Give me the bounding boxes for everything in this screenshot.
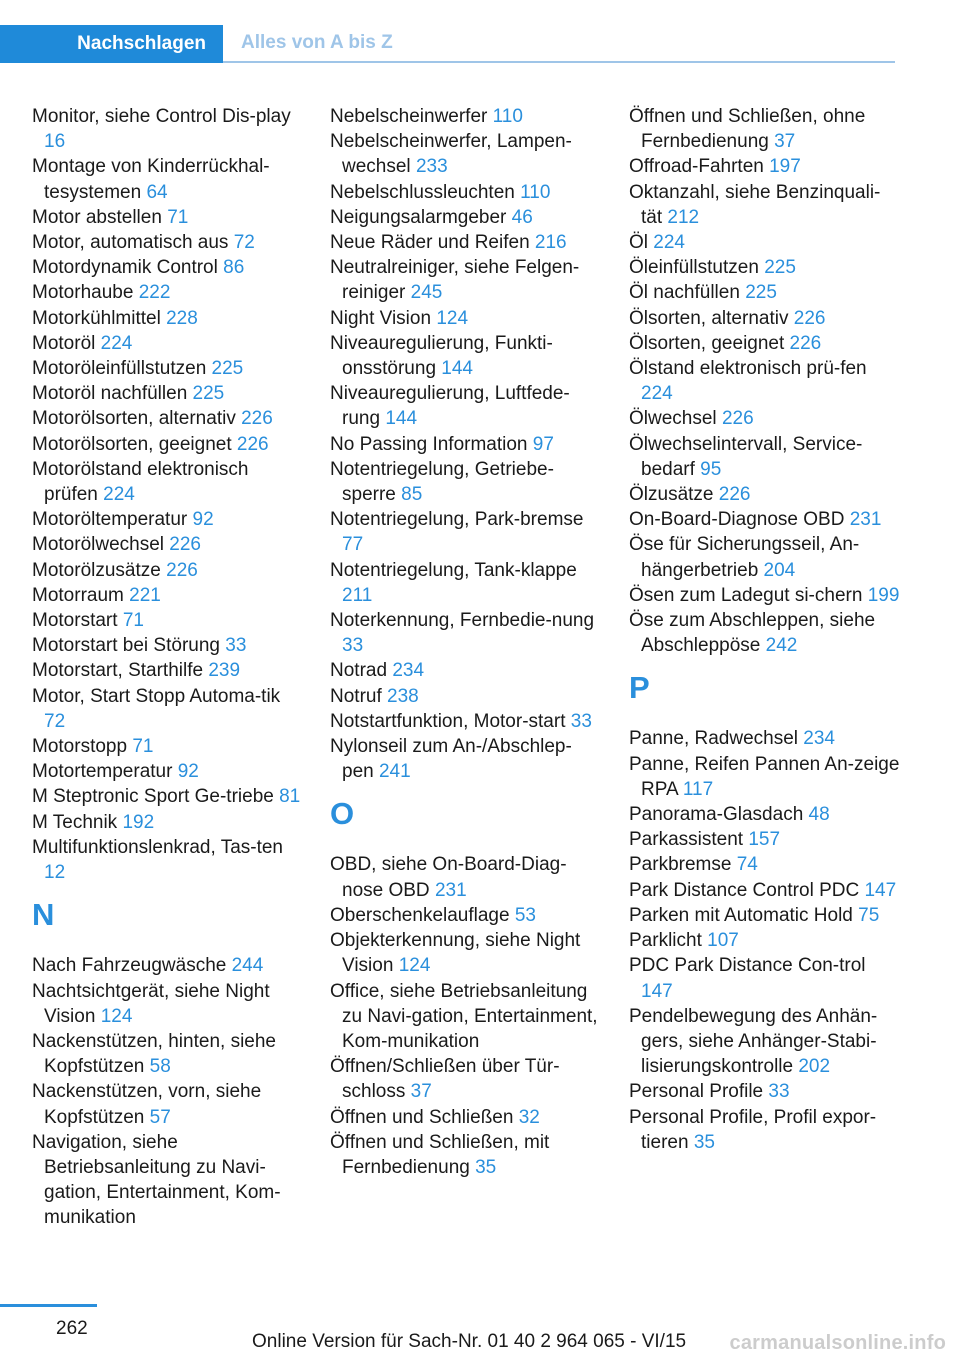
index-term: Motorstart <box>32 610 118 632</box>
index-term: Öffnen und Schließen <box>330 1106 514 1128</box>
page-reference-link[interactable]: 225 <box>211 358 244 380</box>
index-term: Panorama-Glasdach <box>629 804 804 826</box>
page-reference-link[interactable]: 224 <box>641 383 673 405</box>
index-entry <box>32 784 304 809</box>
index-term: Öffnen/Schließen über Tür‐schloss <box>330 1056 560 1103</box>
page-reference-link[interactable]: 197 <box>769 156 801 178</box>
page-reference-link[interactable]: 204 <box>763 559 796 581</box>
index-term: Nachtsichtgerät, siehe Night Vision <box>32 980 270 1027</box>
page-reference-link[interactable]: 192 <box>122 811 155 833</box>
index-entry <box>330 1105 602 1130</box>
index-entry <box>32 104 304 154</box>
index-term: Oktanzahl, siehe Benzinquali‐tät <box>629 181 881 228</box>
index-term: Motorstart bei Störung <box>32 635 220 657</box>
index-entry <box>330 709 602 734</box>
index-term: Montage von Kinderrückhal‐tesystemen <box>32 156 270 203</box>
page-reference-link[interactable]: 33 <box>225 635 247 657</box>
index-entry <box>629 406 901 431</box>
index-term: Motoröltemperatur <box>32 509 188 531</box>
index-column-1 <box>32 104 304 1231</box>
index-term: Night Vision <box>330 307 432 329</box>
page-reference-link[interactable]: 144 <box>385 408 418 430</box>
page-reference-link[interactable]: 86 <box>223 257 245 279</box>
index-term: On-Board-Diagnose OBD <box>629 509 845 531</box>
index-entry <box>330 255 602 305</box>
index-term: Notstartfunktion, Motor‐start <box>330 710 566 732</box>
index-entry <box>629 903 901 928</box>
index-entry <box>330 734 602 784</box>
page-reference-link[interactable]: 37 <box>410 1081 432 1103</box>
index-term: Nackenstützen, hinten, siehe Kopfstützen <box>32 1030 276 1078</box>
page-reference-link[interactable]: 244 <box>231 955 264 977</box>
page-reference-link[interactable]: 239 <box>208 660 241 682</box>
index-entry <box>32 583 304 608</box>
page-reference-link[interactable]: 75 <box>858 904 880 926</box>
index-term: Motor, automatisch aus <box>32 232 229 254</box>
page-reference-link[interactable]: 238 <box>387 685 419 707</box>
index-term: Ölstand elektronisch prü‐fen <box>629 358 867 380</box>
index-entry <box>330 903 602 928</box>
page-reference-link[interactable]: 221 <box>129 584 161 606</box>
footer-accent-line <box>0 1304 97 1307</box>
index-term: Niveauregulierung, Luftfede‐rung <box>330 383 570 430</box>
index-entry <box>32 1079 304 1129</box>
index-term: Neue Räder und Reifen <box>330 232 530 254</box>
index-term: Monitor, siehe Control Dis‐play <box>32 106 291 127</box>
index-term: Navigation, siehe Betriebsanleitung zu Navi‐gation, Entertainment, Kom‐munikation <box>32 1131 281 1229</box>
index-entry <box>330 684 602 709</box>
page-reference-link[interactable]: 85 <box>401 484 423 506</box>
page-reference-link[interactable]: 157 <box>748 829 781 851</box>
index-entry <box>32 331 304 356</box>
index-term: Panne, Radwechsel <box>629 728 798 750</box>
section-letter: O <box>330 796 355 832</box>
page-reference-link[interactable]: 242 <box>765 635 798 657</box>
index-term: Offroad-Fahrten <box>629 156 764 178</box>
index-term: Oberschenkelauflage <box>330 904 510 926</box>
page-reference-link[interactable]: 228 <box>166 307 198 329</box>
page-reference-link[interactable]: 226 <box>236 433 269 455</box>
page-reference-link[interactable]: 95 <box>700 458 722 480</box>
page-reference-link[interactable]: 33 <box>768 1081 790 1103</box>
index-entry <box>32 558 304 583</box>
page-reference-link[interactable]: 222 <box>138 282 171 304</box>
index-entry <box>629 532 901 582</box>
index-term: Nackenstützen, vorn, siehe Kopfstützen <box>32 1081 262 1128</box>
index-term: Parkassistent <box>629 829 744 851</box>
index-entry <box>330 608 602 658</box>
index-entry <box>32 1029 304 1079</box>
index-entry <box>32 432 304 457</box>
index-term: No Passing Information <box>330 433 528 455</box>
index-entry <box>32 406 304 431</box>
index-term: Office, siehe Betriebsanleitung zu Navi‐gation, Entertainment, Kom‐munikation <box>330 980 598 1052</box>
page-reference-link[interactable]: 46 <box>511 206 533 228</box>
page-reference-link[interactable]: 107 <box>707 930 739 952</box>
index-term: Neutralreiniger, siehe Felgen‐reiniger <box>330 257 580 304</box>
index-term: Notentriegelung, Getriebe‐sperre <box>330 458 554 506</box>
index-entry <box>330 230 602 255</box>
index-term: Motoröleinfüllstutzen <box>32 358 207 380</box>
index-entry <box>629 331 901 356</box>
index-term: Nebelscheinwerfer <box>330 106 488 127</box>
page-reference-link[interactable]: 77 <box>342 534 364 556</box>
index-term: OBD, siehe On-Board-Diag‐nose OBD <box>330 854 567 901</box>
index-term: Notrad <box>330 660 388 682</box>
index-entry <box>629 852 901 877</box>
index-term: Motorstopp <box>32 736 128 758</box>
index-entry <box>629 356 901 406</box>
page-reference-link[interactable]: 226 <box>169 534 201 556</box>
index-entry <box>32 810 304 835</box>
index-term: Öl <box>629 232 648 254</box>
page-reference-link[interactable]: 33 <box>570 710 592 732</box>
page-reference-link[interactable]: 233 <box>415 156 448 178</box>
index-term: Ölsorten, alternativ <box>629 307 789 329</box>
watermark: carmanualsonline.info <box>729 1332 946 1354</box>
page-reference-link[interactable]: 226 <box>718 484 751 506</box>
index-term: Öse für Sicherungsseil, An‐hängerbetrieb <box>629 534 860 581</box>
index-entry <box>629 180 901 230</box>
index-entry <box>330 432 602 457</box>
page-reference-link[interactable]: 110 <box>492 106 523 127</box>
index-term: Personal Profile <box>629 1081 764 1103</box>
index-entry <box>32 154 304 204</box>
index-entry <box>330 331 602 381</box>
page-reference-link[interactable]: 226 <box>793 307 826 329</box>
index-term: Pendelbewegung des Anhän‐gers, siehe Anhänger-Stabi‐lisierungskontrolle <box>629 1005 878 1078</box>
page-reference-link[interactable]: 110 <box>520 181 551 203</box>
index-entry <box>629 1105 901 1155</box>
index-term: Motorölzusätze <box>32 559 161 581</box>
index-entry <box>629 802 901 827</box>
index-entry <box>629 583 901 608</box>
index-entry <box>330 205 602 230</box>
index-term: Panne, Reifen Pannen An‐zeige RPA <box>629 753 900 800</box>
page-reference-link[interactable]: 35 <box>693 1131 715 1153</box>
page-reference-link[interactable]: 81 <box>279 786 301 808</box>
index-entry <box>330 558 602 608</box>
index-entry <box>330 129 602 179</box>
page-reference-link[interactable]: 226 <box>789 332 822 354</box>
index-term: Motor, Start Stopp Automa‐tik <box>32 685 281 707</box>
index-entry <box>330 928 602 978</box>
index-entry <box>629 726 901 751</box>
index-term: Notruf <box>330 685 382 707</box>
index-term: M Steptronic Sport Ge‐triebe <box>32 786 274 808</box>
index-entry <box>629 507 901 532</box>
page-reference-link[interactable]: 226 <box>166 559 198 581</box>
page-reference-link[interactable]: 234 <box>803 728 835 750</box>
page-reference-link[interactable]: 211 <box>342 584 373 606</box>
header-bar <box>0 25 895 63</box>
index-term: Notentriegelung, Park‐bremse <box>330 509 584 531</box>
index-entry <box>32 979 304 1029</box>
index-entry <box>32 280 304 305</box>
page-reference-link[interactable]: 58 <box>149 1056 171 1078</box>
index-entry <box>32 255 304 280</box>
index-term: Motorölsorten, alternativ <box>32 408 236 430</box>
index-term: Parklicht <box>629 930 702 952</box>
page-reference-link[interactable]: 71 <box>132 736 154 758</box>
index-term: Öl nachfüllen <box>629 282 740 304</box>
index-entry <box>32 633 304 658</box>
index-term: Ölwechselintervall, Service‐bedarf <box>629 433 863 480</box>
page-reference-link[interactable]: 147 <box>864 879 897 901</box>
index-entry <box>330 457 602 507</box>
page-reference-link[interactable]: 64 <box>146 181 168 203</box>
index-entry <box>32 230 304 255</box>
index-entry <box>32 608 304 633</box>
page-reference-link[interactable]: 224 <box>653 232 685 254</box>
index-entry <box>32 658 304 683</box>
index-entry <box>629 482 901 507</box>
page-reference-link[interactable]: 74 <box>736 854 758 876</box>
page-reference-link[interactable]: 225 <box>192 383 225 405</box>
index-term: Ösen zum Ladegut si‐chern <box>629 584 863 606</box>
index-term: Motoröl nachfüllen <box>32 383 188 405</box>
page-reference-link[interactable]: 226 <box>721 408 754 430</box>
index-entry <box>32 457 304 507</box>
index-term: Motordynamik Control <box>32 257 218 279</box>
index-entry <box>629 306 901 331</box>
tab-nachschlagen[interactable]: Nachschlagen <box>0 25 223 63</box>
index-entry <box>330 180 602 205</box>
index-term: Nebelscheinwerfer, Lampen‐wechsel <box>330 131 572 178</box>
page-reference-link[interactable]: 147 <box>641 980 673 1002</box>
index-entry <box>32 507 304 532</box>
index-term: Park Distance Control PDC <box>629 879 860 901</box>
page-reference-link[interactable]: 144 <box>441 358 473 380</box>
page-reference-link[interactable]: 124 <box>398 955 431 977</box>
page-reference-link[interactable]: 33 <box>342 635 364 657</box>
index-term: Nebelschlussleuchten <box>330 181 515 203</box>
page-reference-link[interactable]: 226 <box>241 408 273 430</box>
index-entry <box>629 154 901 179</box>
page-reference-link[interactable]: 72 <box>233 232 255 254</box>
index-term: Öse zum Abschleppen, siehe Abschleppöse <box>629 610 876 657</box>
page-reference-link[interactable]: 92 <box>192 509 214 531</box>
page-reference-link[interactable]: 224 <box>103 484 135 506</box>
index-entry <box>32 759 304 784</box>
index-term: Ölzusätze <box>629 484 714 506</box>
page-reference-link[interactable]: 216 <box>534 232 567 254</box>
index-term: Parkbremse <box>629 854 732 876</box>
index-entry <box>629 104 901 154</box>
page-reference-link[interactable]: 225 <box>764 257 796 279</box>
page-reference-link[interactable]: 225 <box>745 282 777 304</box>
index-entry <box>330 1130 602 1180</box>
index-term: Multifunktionslenkrad, Tas‐ten <box>32 836 283 858</box>
index-term: Personal Profile, Profil expor‐tieren <box>629 1106 877 1153</box>
header-divider <box>223 61 895 63</box>
index-term: Niveauregulierung, Funkti‐onsstörung <box>330 332 553 380</box>
index-column-3 <box>629 104 901 1155</box>
index-entry <box>629 280 901 305</box>
index-entry <box>629 953 901 1003</box>
index-term: Parken mit Automatic Hold <box>629 904 853 926</box>
index-entry <box>330 507 602 557</box>
index-term: Noterkennung, Fernbedie‐nung <box>330 610 595 632</box>
page-reference-link[interactable]: 231 <box>434 879 467 901</box>
page-reference-link[interactable]: 16 <box>44 131 66 153</box>
index-entry <box>629 1079 901 1104</box>
index-entry <box>32 532 304 557</box>
index-column-2 <box>330 104 602 1180</box>
index-term: Motoröl <box>32 332 96 354</box>
page-reference-link[interactable]: 92 <box>177 761 199 783</box>
index-entry <box>330 1054 602 1104</box>
index-entry <box>330 381 602 431</box>
page-reference-link[interactable]: 57 <box>149 1106 171 1128</box>
page-reference-link[interactable]: 53 <box>514 904 536 926</box>
index-term: Motorhaube <box>32 282 134 304</box>
section-letter: P <box>629 670 650 706</box>
index-entry <box>629 752 901 802</box>
page-reference-link[interactable]: 241 <box>378 761 411 783</box>
page-reference-link[interactable]: 231 <box>849 509 882 531</box>
page-reference-link[interactable]: 124 <box>100 1005 133 1027</box>
index-entry <box>32 953 304 978</box>
index-entry <box>330 852 602 902</box>
index-term: Öffnen und Schließen, ohne Fernbedienung <box>629 106 866 153</box>
page-reference-link[interactable]: 224 <box>100 332 133 354</box>
index-entry <box>330 658 602 683</box>
index-entry <box>32 306 304 331</box>
page-reference-link[interactable]: 12 <box>44 862 66 884</box>
index-entry <box>32 381 304 406</box>
index-term: Motor abstellen <box>32 206 162 228</box>
index-entry <box>32 684 304 734</box>
page-reference-link[interactable]: 32 <box>518 1106 540 1128</box>
index-entry <box>629 230 901 255</box>
page-reference-link[interactable]: 202 <box>798 1056 831 1078</box>
index-entry <box>629 255 901 280</box>
index-entry <box>629 608 901 658</box>
page-reference-link[interactable]: 199 <box>867 584 900 606</box>
index-term: Objekterkennung, siehe Night Vision <box>330 930 581 977</box>
index-term: Notentriegelung, Tank‐klappe <box>330 559 577 581</box>
index-term: Nylonseil zum An-/Abschlep‐pen <box>330 736 572 783</box>
index-term: Motorraum <box>32 584 124 606</box>
index-entry <box>32 835 304 885</box>
index-entry <box>629 432 901 482</box>
index-term: Motorstart, Starthilfe <box>32 660 204 682</box>
index-entry <box>629 1004 901 1080</box>
page-reference-link[interactable]: 35 <box>475 1156 497 1178</box>
tab-alles-von-a-bis-z[interactable]: Alles von A bis Z <box>241 32 393 53</box>
online-version-note: Online Version für Sach-Nr. 01 40 2 964 065 - VI/15 <box>252 1331 687 1352</box>
page-reference-link[interactable]: 124 <box>436 307 469 329</box>
index-term: Motorkühlmittel <box>32 307 161 329</box>
index-entry <box>629 878 901 903</box>
index-entry <box>32 356 304 381</box>
page-number: 262 <box>56 1318 88 1339</box>
page-reference-link[interactable]: 234 <box>392 660 425 682</box>
page-reference-link[interactable]: 212 <box>667 206 700 228</box>
page-reference-link[interactable]: 97 <box>532 433 554 455</box>
page-reference-link[interactable]: 71 <box>122 610 144 632</box>
index-term: Neigungsalarmgeber <box>330 206 507 228</box>
index-term: Motorölstand elektronisch prüfen <box>32 458 249 506</box>
page-reference-link[interactable]: 72 <box>44 710 66 732</box>
page-reference-link[interactable]: 71 <box>167 206 189 228</box>
index-term: Nach Fahrzeugwäsche <box>32 955 227 977</box>
index-entry <box>32 734 304 759</box>
page-reference-link[interactable]: 117 <box>682 778 714 800</box>
index-term: Motorölwechsel <box>32 534 164 556</box>
index-entry <box>330 306 602 331</box>
index-term: Ölwechsel <box>629 408 717 430</box>
section-letter: N <box>32 897 55 933</box>
index-term: Motortemperatur <box>32 761 173 783</box>
page-reference-link[interactable]: 48 <box>808 804 830 826</box>
index-term: PDC Park Distance Con‐trol <box>629 955 866 977</box>
index-term: Ölsorten, geeignet <box>629 332 785 354</box>
index-entry <box>629 827 901 852</box>
index-term: Öleinfüllstutzen <box>629 257 759 279</box>
page-reference-link[interactable]: 245 <box>410 282 443 304</box>
index-term: Motorölsorten, geeignet <box>32 433 232 455</box>
index-entry <box>32 1130 304 1231</box>
index-term: M Technik <box>32 811 118 833</box>
index-entry <box>330 104 602 129</box>
index-entry <box>330 979 602 1055</box>
index-entry <box>629 928 901 953</box>
page-reference-link[interactable]: 37 <box>774 131 796 153</box>
index-term: Öffnen und Schließen, mit Fernbedienung <box>330 1131 550 1178</box>
index-entry <box>32 205 304 230</box>
